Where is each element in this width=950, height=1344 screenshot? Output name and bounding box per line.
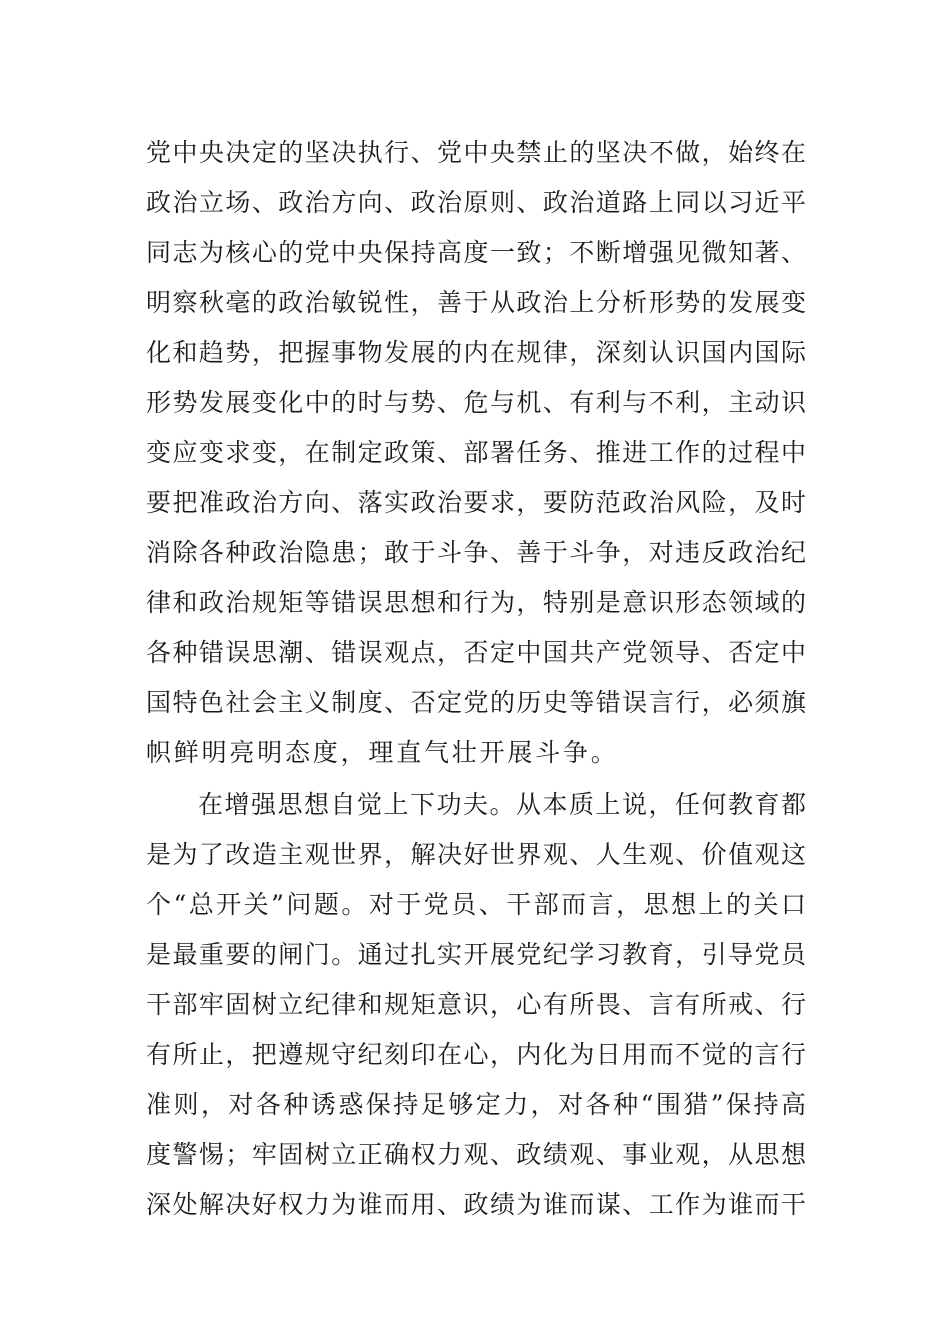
text-line: 化和趋势，把握事物发展的内在规律，深刻认识国内国际 (146, 338, 806, 367)
text-line: 准则，对各种诱惑保持足够定力，对各种“围猎”保持高 (146, 1090, 806, 1119)
text-line: 干部牢固树立纪律和规矩意识，心有所畏、言有所戒、行 (146, 990, 806, 1019)
text-line: 同志为核心的党中央保持高度一致；不断增强见微知著、 (146, 238, 806, 267)
text-line: 要把准政治方向、落实政治要求，要防范政治风险，及时 (146, 488, 806, 517)
text-line: 是为了改造主观世界，解决好世界观、人生观、价值观这 (146, 840, 806, 869)
text-line: 国特色社会主义制度、否定党的历史等错误言行，必须旗 (146, 688, 806, 717)
text-line: 政治立场、政治方向、政治原则、政治道路上同以习近平 (146, 188, 806, 217)
text-line: 有所止，把遵规守纪刻印在心，内化为日用而不觉的言行 (146, 1040, 806, 1069)
text-line: 深处解决好权力为谁而用、政绩为谁而谋、工作为谁而干 (146, 1190, 806, 1219)
text-line: 形势发展变化中的时与势、危与机、有利与不利，主动识 (146, 388, 806, 417)
text-line: 各种错误思潮、错误观点，否定中国共产党领导、否定中 (146, 638, 806, 667)
text-line: 在增强思想自觉上下功夫。从本质上说，任何教育都 (198, 790, 806, 819)
text-line: 是最重要的闸门。通过扎实开展党纪学习教育，引导党员 (146, 940, 806, 969)
text-line: 消除各种政治隐患；敢于斗争、善于斗争，对违反政治纪 (146, 538, 806, 567)
text-line: 度警惕；牢固树立正确权力观、政绩观、事业观，从思想 (146, 1140, 806, 1169)
text-line: 帜鲜明亮明态度，理直气壮开展斗争。 (146, 738, 619, 767)
text-line: 变应变求变，在制定政策、部署任务、推进工作的过程中 (146, 438, 806, 467)
text-line: 个“总开关”问题。对于党员、干部而言，思想上的关口 (146, 890, 806, 919)
text-line: 明察秋毫的政治敏锐性，善于从政治上分析形势的发展变 (146, 288, 806, 317)
text-line: 党中央决定的坚决执行、党中央禁止的坚决不做，始终在 (146, 138, 806, 167)
text-line: 律和政治规矩等错误思想和行为，特别是意识形态领域的 (146, 588, 806, 617)
